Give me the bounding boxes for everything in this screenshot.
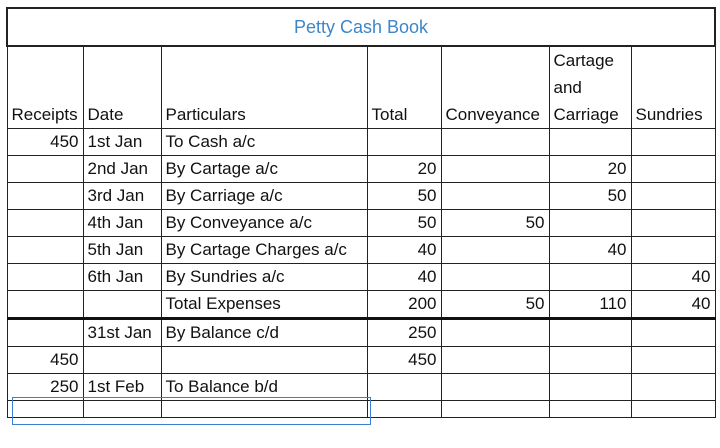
- cell-sundries[interactable]: [631, 347, 715, 374]
- cell-particulars[interactable]: To Balance b/d: [161, 374, 367, 401]
- cell-cartage[interactable]: [549, 264, 631, 291]
- cell-receipts[interactable]: 450: [7, 347, 83, 374]
- table-row: [7, 347, 715, 374]
- header-sundries[interactable]: Sundries: [631, 46, 715, 129]
- table-row: [7, 183, 715, 210]
- cell-sundries[interactable]: [631, 129, 715, 156]
- cell-particulars[interactable]: To Cash a/c: [161, 129, 367, 156]
- cell-conveyance[interactable]: [441, 183, 549, 210]
- cell-total[interactable]: 450: [367, 347, 441, 374]
- cell-sundries[interactable]: 40: [631, 291, 715, 319]
- cell-date[interactable]: 6th Jan: [83, 264, 161, 291]
- cell-sundries[interactable]: [631, 401, 715, 418]
- header-date[interactable]: Date: [83, 46, 161, 129]
- cell-date[interactable]: 31st Jan: [83, 319, 161, 347]
- table-row: [7, 291, 715, 319]
- cell-sundries[interactable]: [631, 156, 715, 183]
- cell-cartage[interactable]: [549, 401, 631, 418]
- cell-total[interactable]: 250: [367, 319, 441, 347]
- cell-date[interactable]: 1st Feb: [83, 374, 161, 401]
- cell-particulars[interactable]: By Carriage a/c: [161, 183, 367, 210]
- cell-receipts[interactable]: [7, 319, 83, 347]
- cell-particulars[interactable]: [161, 347, 367, 374]
- cell-particulars[interactable]: Total Expenses: [161, 291, 367, 319]
- cell-cartage[interactable]: [549, 129, 631, 156]
- cell-sundries[interactable]: [631, 374, 715, 401]
- cell-conveyance[interactable]: [441, 319, 549, 347]
- cell-date[interactable]: 5th Jan: [83, 237, 161, 264]
- cell-total[interactable]: 40: [367, 237, 441, 264]
- header-receipts[interactable]: Receipts: [7, 46, 83, 129]
- table-row: [7, 156, 715, 183]
- cell-receipts[interactable]: [7, 183, 83, 210]
- header-cartage-and-carriage[interactable]: Cartage and Carriage: [549, 46, 631, 129]
- petty-cash-book-sheet: [6, 7, 716, 418]
- table-row: [7, 319, 715, 347]
- cell-total[interactable]: 200: [367, 291, 441, 319]
- petty-cash-book-table: [6, 7, 716, 418]
- cell-cartage[interactable]: 40: [549, 237, 631, 264]
- cell-total[interactable]: 40: [367, 264, 441, 291]
- cell-sundries[interactable]: [631, 183, 715, 210]
- cell-receipts[interactable]: [7, 401, 83, 418]
- cell-sundries[interactable]: [631, 319, 715, 347]
- cell-total[interactable]: [367, 401, 441, 418]
- cell-date[interactable]: 2nd Jan: [83, 156, 161, 183]
- cell-conveyance[interactable]: 50: [441, 210, 549, 237]
- cell-receipts[interactable]: 450: [7, 129, 83, 156]
- cell-receipts[interactable]: [7, 210, 83, 237]
- cell-conveyance[interactable]: [441, 401, 549, 418]
- table-row: [7, 237, 715, 264]
- cell-conveyance[interactable]: 50: [441, 291, 549, 319]
- cell-particulars[interactable]: By Sundries a/c: [161, 264, 367, 291]
- table-row: [7, 210, 715, 237]
- cell-date[interactable]: 4th Jan: [83, 210, 161, 237]
- header-row: [7, 46, 715, 129]
- cell-conveyance[interactable]: [441, 374, 549, 401]
- cell-date[interactable]: [83, 347, 161, 374]
- cell-cartage[interactable]: 20: [549, 156, 631, 183]
- cell-conveyance[interactable]: [441, 264, 549, 291]
- cell-cartage[interactable]: [549, 210, 631, 237]
- cell-cartage[interactable]: [549, 319, 631, 347]
- cell-total[interactable]: 20: [367, 156, 441, 183]
- table-title: Petty Cash Book: [7, 8, 715, 46]
- cell-conveyance[interactable]: [441, 129, 549, 156]
- cell-date[interactable]: 1st Jan: [83, 129, 161, 156]
- table-row: [7, 401, 715, 418]
- table-row: [7, 129, 715, 156]
- cell-conveyance[interactable]: [441, 347, 549, 374]
- cell-date[interactable]: [83, 401, 161, 418]
- cell-receipts[interactable]: [7, 156, 83, 183]
- cell-cartage[interactable]: [549, 374, 631, 401]
- cell-receipts[interactable]: [7, 264, 83, 291]
- cell-receipts[interactable]: [7, 237, 83, 264]
- cell-conveyance[interactable]: [441, 237, 549, 264]
- cell-total[interactable]: 50: [367, 210, 441, 237]
- cell-cartage[interactable]: 110: [549, 291, 631, 319]
- cell-sundries[interactable]: [631, 210, 715, 237]
- cell-particulars[interactable]: By Balance c/d: [161, 319, 367, 347]
- cell-date[interactable]: 3rd Jan: [83, 183, 161, 210]
- cell-particulars[interactable]: By Cartage Charges a/c: [161, 237, 367, 264]
- cell-total[interactable]: [367, 374, 441, 401]
- cell-particulars[interactable]: [161, 401, 367, 418]
- cell-sundries[interactable]: 40: [631, 264, 715, 291]
- cell-cartage[interactable]: [549, 347, 631, 374]
- header-particulars[interactable]: Particulars: [161, 46, 367, 129]
- cell-cartage[interactable]: 50: [549, 183, 631, 210]
- table-row: [7, 374, 715, 401]
- header-conveyance[interactable]: Conveyance: [441, 46, 549, 129]
- cell-particulars[interactable]: By Conveyance a/c: [161, 210, 367, 237]
- cell-particulars[interactable]: By Cartage a/c: [161, 156, 367, 183]
- table-row: [7, 264, 715, 291]
- cell-conveyance[interactable]: [441, 156, 549, 183]
- cell-total[interactable]: [367, 129, 441, 156]
- header-total[interactable]: Total: [367, 46, 441, 129]
- cell-total[interactable]: 50: [367, 183, 441, 210]
- cell-sundries[interactable]: [631, 237, 715, 264]
- cell-receipts[interactable]: 250: [7, 374, 83, 401]
- cell-date[interactable]: [83, 291, 161, 319]
- cell-receipts[interactable]: [7, 291, 83, 319]
